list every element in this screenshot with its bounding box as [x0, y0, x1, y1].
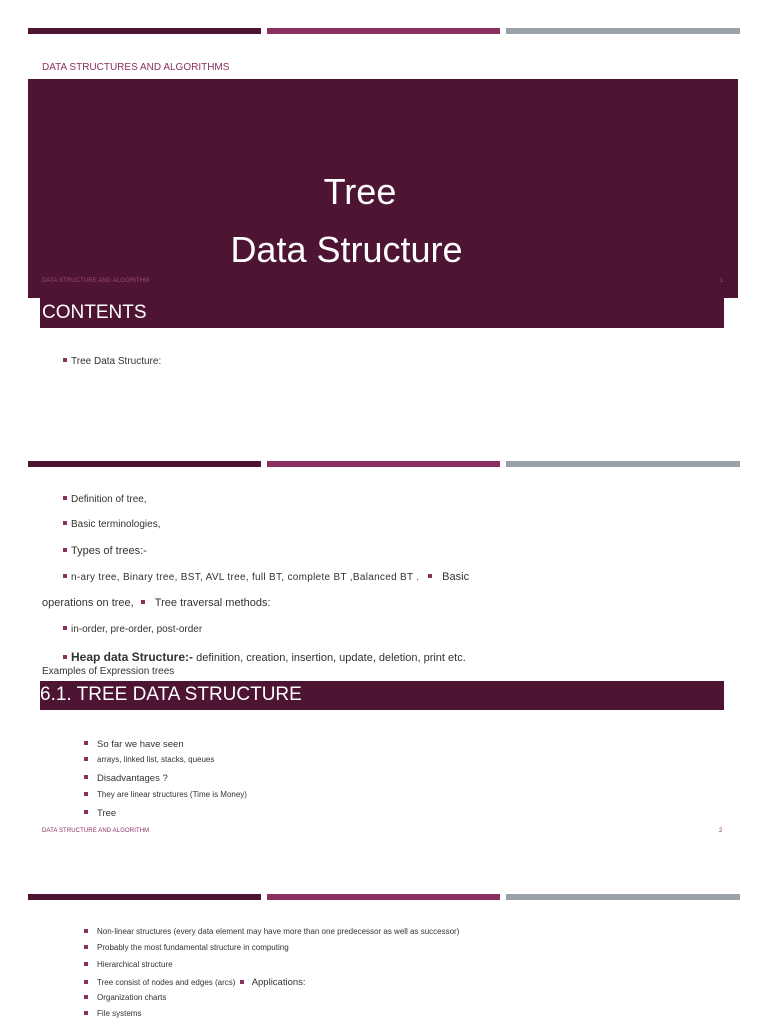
list-item — [84, 960, 173, 969]
page-number: 1 — [720, 278, 724, 284]
page-number: 2 — [719, 828, 723, 834]
list-item-text: Tree Data Structure: — [71, 356, 162, 367]
list-item — [84, 927, 459, 936]
slide-title-line2: Data Structure — [230, 229, 463, 270]
list-item — [63, 545, 147, 557]
list-item-text: Non-linear structures (every data element may have more than one predecessor as well as successor) — [97, 927, 460, 936]
slide-footer: DATA STRUCTURE AND ALGORITHM — [42, 828, 150, 834]
list-item-text: File systems — [97, 1009, 142, 1018]
list-item-text: Disadvantages ? — [97, 773, 168, 784]
slide-header: DATA STRUCTURES AND ALGORITHMS — [42, 62, 230, 73]
list-item — [84, 977, 306, 988]
list-item-text: Heap data Structure:- — [71, 650, 194, 664]
contents-banner — [40, 298, 724, 328]
list-item-text: Tree consist of nodes and edges (arcs) — [97, 978, 236, 987]
list-item-text: They are linear structures (Time is Money) — [97, 790, 247, 799]
slide-title-line1: Tree — [323, 171, 397, 212]
list-item — [63, 650, 466, 664]
list-item — [84, 790, 247, 799]
list-item-text: Tree — [97, 808, 117, 819]
list-item-text: in-order, pre-order, post-order — [71, 624, 203, 635]
list-item-text: Definition of tree, — [71, 494, 147, 505]
list-item-text: Examples of Expression trees — [42, 666, 175, 677]
section-heading: 6.1. TREE DATA STRUCTURE — [40, 684, 302, 705]
list-item-text: Hierarchical structure — [97, 960, 173, 969]
list-item-text: Basic terminologies, — [71, 519, 161, 530]
list-item-text: Types of trees:- — [71, 545, 147, 557]
list-item — [84, 808, 116, 819]
list-item-text: n-ary tree, Binary tree, BST, AVL tree, full BT, complete BT ,Balanced BT . — [71, 572, 420, 583]
list-item — [63, 519, 160, 530]
list-item — [63, 624, 202, 635]
slide-footer: DATA STRUCTURE AND ALGORITHM — [42, 278, 150, 284]
decorative-bar — [28, 894, 740, 900]
list-item-text: definition, creation, insertion, update, deletion, print etc. — [196, 652, 466, 664]
list-item — [84, 755, 214, 764]
title-panel — [28, 79, 738, 298]
decorative-bar — [28, 461, 740, 467]
list-item-text: Basic — [442, 571, 470, 583]
list-item — [42, 597, 271, 609]
list-item-text: operations on tree, — [42, 597, 134, 609]
list-item-text: Probably the most fundamental structure in computing — [97, 943, 289, 952]
list-item-text: arrays, linked list, stacks, queues — [97, 755, 215, 764]
decorative-bar — [28, 28, 740, 34]
list-item — [63, 494, 147, 505]
section-banner — [40, 681, 724, 710]
list-item — [84, 739, 184, 750]
list-item-text: Tree traversal methods: — [154, 597, 271, 609]
list-item — [84, 773, 168, 784]
contents-heading: CONTENTS — [42, 302, 147, 323]
list-item-text: So far we have seen — [97, 739, 184, 750]
list-item-text: Organization charts — [97, 993, 167, 1002]
list-item — [84, 993, 166, 1002]
list-item — [63, 356, 161, 367]
list-item — [63, 571, 469, 583]
list-item — [84, 1009, 141, 1018]
list-item-text: Applications: — [251, 977, 306, 988]
list-item — [84, 943, 289, 952]
